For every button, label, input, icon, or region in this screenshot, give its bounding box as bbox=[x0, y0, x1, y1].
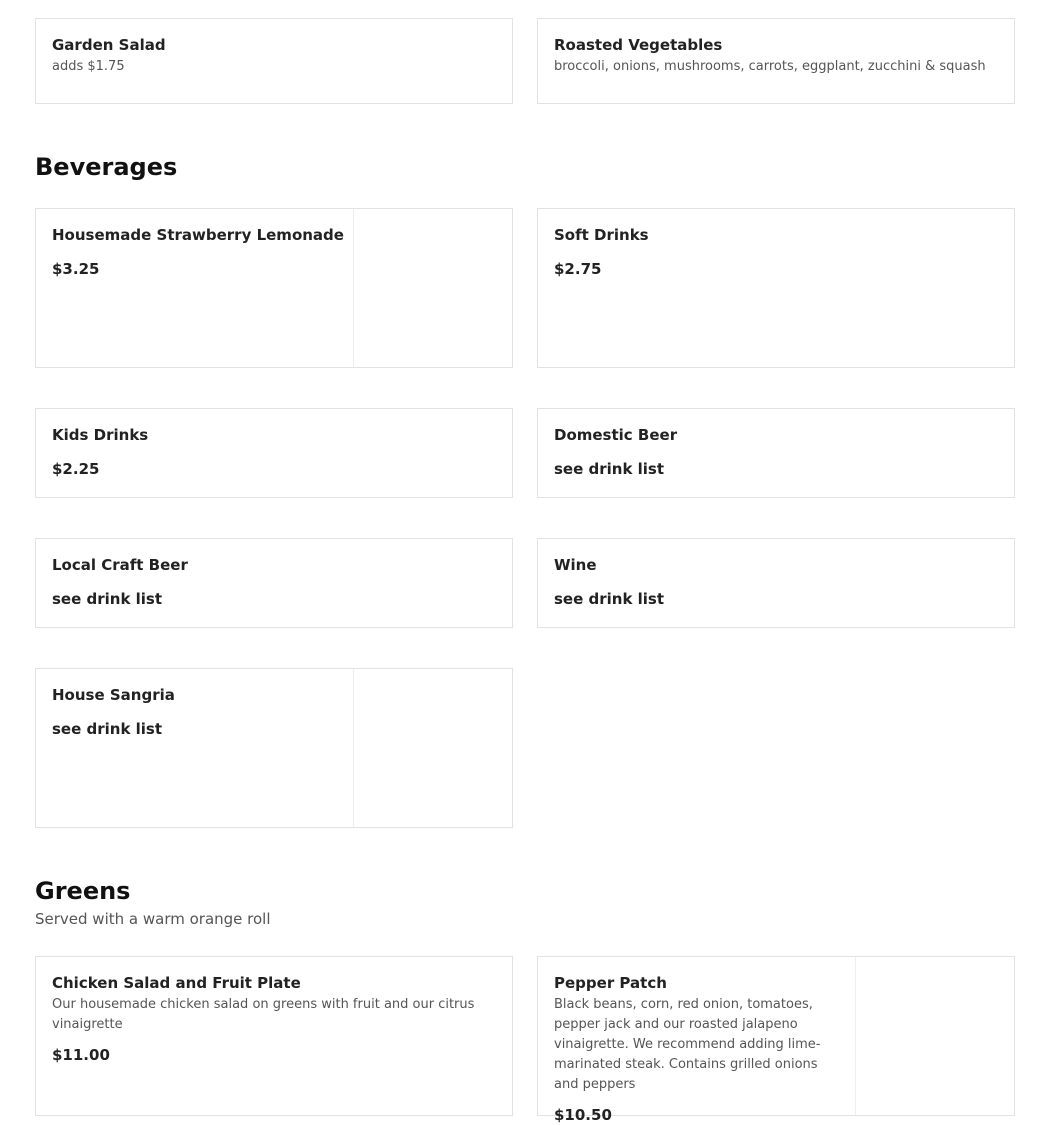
item-price: see drink list bbox=[52, 590, 163, 608]
item-description: adds $1.75 bbox=[52, 59, 125, 74]
item-description: Black beans, corn, red onion, tomatoes, pepper jack and our roasted jalapeno vinaigrette. We recommend adding lime-marinated steak. Contains grilled onions and peppers bbox=[554, 997, 821, 1092]
item-image bbox=[353, 669, 512, 827]
item-name: Kids Drinks bbox=[52, 426, 149, 444]
menu-item-domestic-beer[interactable] bbox=[537, 408, 1015, 498]
item-price: see drink list bbox=[554, 460, 665, 478]
item-description: broccoli, onions, mushrooms, carrots, eggplant, zucchini & squash bbox=[554, 59, 986, 74]
item-name: Garden Salad bbox=[52, 36, 166, 54]
menu-item-chicken-salad[interactable] bbox=[35, 956, 513, 1116]
menu-item-kids-drinks[interactable] bbox=[35, 408, 513, 498]
item-price: $2.25 bbox=[52, 460, 100, 478]
item-name: Roasted Vegetables bbox=[554, 36, 723, 54]
item-name: Local Craft Beer bbox=[52, 556, 188, 574]
item-image bbox=[353, 209, 512, 367]
menu-item-wine[interactable] bbox=[537, 538, 1015, 628]
item-name: Pepper Patch bbox=[554, 974, 667, 992]
menu-item-house-sangria[interactable] bbox=[35, 668, 513, 828]
item-price: $2.75 bbox=[554, 260, 602, 278]
menu-item-garden-salad[interactable] bbox=[35, 18, 513, 104]
item-name: Soft Drinks bbox=[554, 226, 649, 244]
item-name: Domestic Beer bbox=[554, 426, 678, 444]
section-subheading: Served with a warm orange roll bbox=[35, 910, 271, 928]
item-name: House Sangria bbox=[52, 686, 175, 704]
item-name: Wine bbox=[554, 556, 597, 574]
item-price: $3.25 bbox=[52, 260, 100, 278]
menu-item-pepper-patch[interactable] bbox=[537, 956, 1015, 1124]
item-price: see drink list bbox=[52, 720, 163, 738]
menu-item-roasted-vegetables[interactable] bbox=[537, 18, 1015, 104]
menu-item-strawberry-lemonade[interactable] bbox=[35, 208, 513, 368]
item-price: see drink list bbox=[554, 590, 665, 608]
item-image bbox=[855, 957, 1014, 1115]
menu-item-soft-drinks[interactable] bbox=[537, 208, 1015, 368]
item-price: $11.00 bbox=[52, 1046, 110, 1064]
menu-item-local-craft-beer[interactable] bbox=[35, 538, 513, 628]
section-heading-beverages: Beverages bbox=[35, 153, 178, 181]
item-name: Housemade Strawberry Lemonade bbox=[52, 226, 344, 244]
item-name: Chicken Salad and Fruit Plate bbox=[52, 974, 301, 992]
item-description: Our housemade chicken salad on greens with fruit and our citrus vinaigrette bbox=[52, 997, 475, 1032]
item-price: $10.50 bbox=[554, 1106, 612, 1124]
section-heading-greens: Greens bbox=[35, 877, 131, 905]
